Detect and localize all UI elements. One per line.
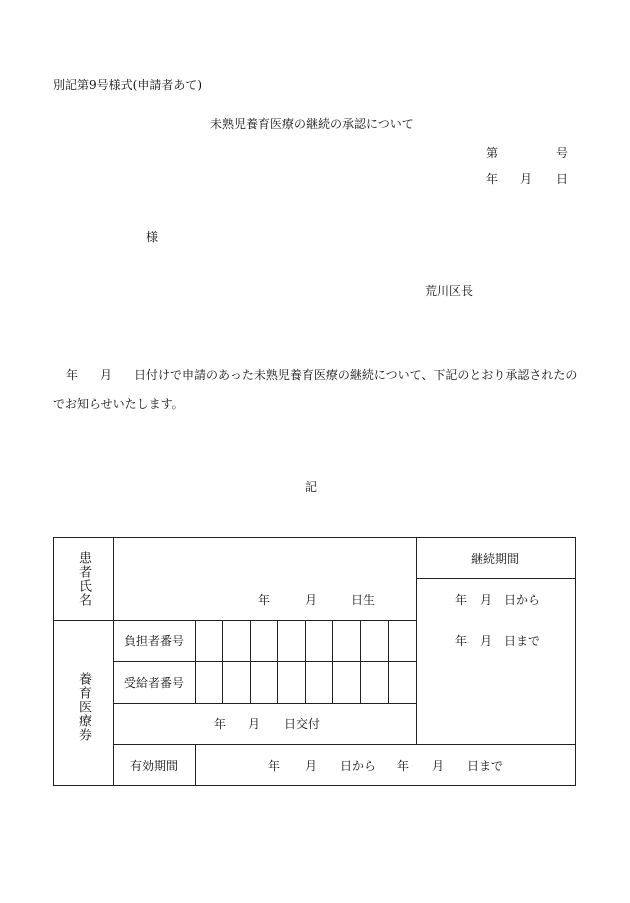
form-id: 別記第9号様式(申請者あて)	[53, 78, 202, 92]
period-from-suffix: 日から	[504, 593, 541, 607]
issue-tsuki: 月	[248, 717, 261, 731]
patient-name-label: 患者氏名	[76, 551, 91, 607]
valid-from-tsuki: 月	[305, 759, 318, 773]
number-dai: 第	[486, 146, 499, 160]
ticket-label: 養育医療券	[76, 672, 91, 742]
body-line2: でお知らせいたします。	[53, 397, 184, 411]
recipient-suffix: 様	[146, 230, 159, 244]
birth-suffix: 日生	[351, 593, 376, 607]
sender: 荒川区長	[425, 284, 474, 298]
continuation-period-header: 継続期間	[471, 552, 520, 566]
date-hi: 日	[556, 172, 569, 186]
date-tsuki: 月	[520, 172, 533, 186]
document-title: 未熟児養育医療の継続の承認について	[210, 117, 414, 131]
recipient-number-label: 受給者番号	[124, 676, 185, 690]
period-from-nen: 年	[455, 593, 468, 607]
issue-nen: 年	[214, 717, 227, 731]
birth-tsuki: 月	[305, 593, 318, 607]
valid-from-nen: 年	[268, 759, 281, 773]
issue-suffix: 日交付	[284, 717, 321, 731]
birth-nen: 年	[258, 593, 271, 607]
body-line1: 日付けで申請のあった未熟児養育医療の継続について、下記のとおり承認されたの	[134, 368, 578, 382]
body-month: 月	[100, 368, 113, 382]
valid-to-suffix: 日まで	[467, 759, 504, 773]
ki-heading: 記	[305, 480, 318, 494]
valid-period-label: 有効期間	[130, 759, 179, 773]
payer-number-label: 負担者番号	[124, 634, 185, 648]
valid-to-tsuki: 月	[432, 759, 445, 773]
valid-from-suffix: 日から	[340, 759, 377, 773]
valid-to-nen: 年	[397, 759, 410, 773]
period-to-suffix: 日まで	[504, 634, 541, 648]
period-to-nen: 年	[455, 634, 468, 648]
date-nen: 年	[486, 172, 499, 186]
body-year: 年	[66, 368, 79, 382]
number-go: 号	[556, 146, 569, 160]
period-from-tsuki: 月	[480, 593, 493, 607]
period-to-tsuki: 月	[480, 634, 493, 648]
